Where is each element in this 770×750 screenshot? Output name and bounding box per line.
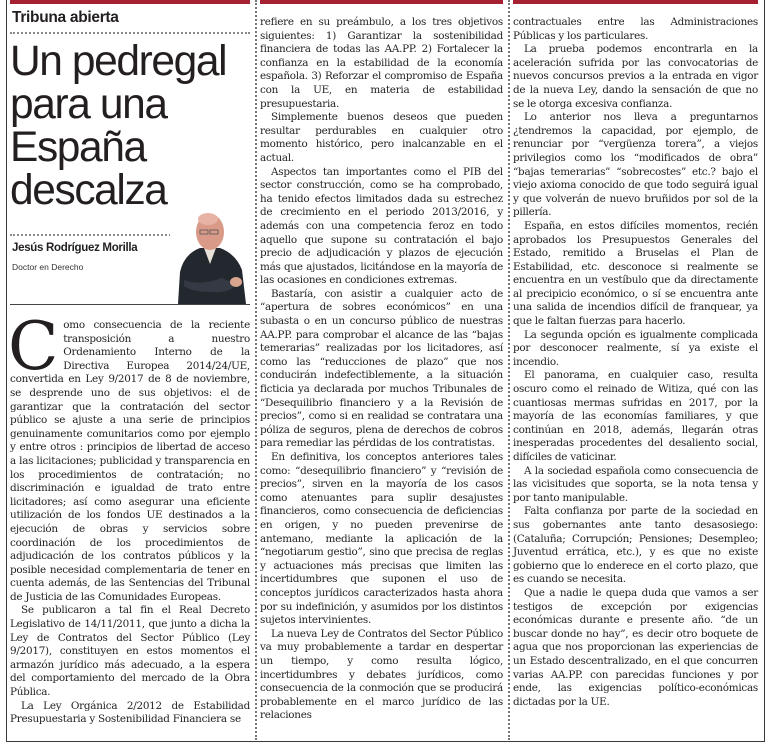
paragraph: El panorama, en cualquier caso, resulta oscuro como el reinado de Witiza, qué con las cuantiosas mermas sufridas en 2017, por la mayoría de las economías familiares, y que continúan en 2018, además, llegarán otras inesperadas procedentes del desaliento social, difíciles de vaticinar.	[513, 369, 758, 463]
paragraph: refiere en su preámbulo, a los tres objetivos siguientes: 1) Garantizar la sostenibilidad financiera de todas las AA.PP. 2) Fortalecer la confianza en la estabilidad de la economía española. 3) Reforzar el compromiso de España con la UE, en materia de estabilidad presupuestaria.	[260, 16, 503, 110]
paragraph: La nueva Ley de Contratos del Sector Público va muy probablemente a tardar en despertar un tiempo, y como resulta lógico, incertidumbres y debates jurídicos, como consecuencia de la conmoción que se producirá probablemente en el marco jurídico de las relaciones	[260, 627, 503, 722]
column-separator	[255, 0, 257, 740]
column-1	[10, 0, 250, 727]
paragraph: Lo anterior nos lleva a preguntarnos ¿tendremos la capacidad, por ejemplo, de renunciar por “vergüenza torera”, a viejos privilegios como los “modificados de obra” “bajas temerarias” “sobrecostes” etc.? bajo el viejo axioma conocido de que todo seguirá igual y que volverán de nuevo bruñidos por sol de la pillería.	[513, 111, 758, 219]
paragraph: A la sociedad española como consecuencia de las vicisitudes que soporta, se la nota tensa y por tanto manipulable.	[513, 464, 758, 504]
paragraph: La segunda opción es igualmente complicada por desconocer realmente, sí ya existe el incendio.	[513, 328, 758, 368]
paragraph: contractuales entre las Administraciones Públicas y los particulares.	[513, 16, 758, 42]
dotted-divider	[10, 32, 250, 34]
column-separator	[508, 0, 510, 740]
accent-bar	[513, 0, 758, 4]
drop-cap: C	[8, 308, 59, 385]
paragraph-text: omo consecuencia de la reciente transposición a nuestro Ordenamiento Interno de la Directiva Europea 2014/24/UE, convertida en Ley 9/2017 de 8 de noviembre, se desprende uno de sus objetivos: el de garantizar que la contratación del sector público se ajuste a una serie de principios genuinamente comunitarios como por ejemplo y entre otros : principios de libertad de acceso a las licitaciones; publicidad y transparencia en los procedimientos de contratación; no discriminación e igualdad de trato entre licitadores; así como asegurar una eficiente utilización de los fondos UE destinados a la ejecución de obras y servicios sobre coordinación de los procedimientos de adjudicación de los contratos públicos y la posible necesidad complementaria de tener en cuenta además, de las Sentencias del Tribunal de Justicia de las Comunidades Europeas.	[10, 319, 250, 603]
paragraph: La Ley Orgánica 2/2012 de Estabilidad Presupuestaria y Sostenibilidad Financiera se	[10, 699, 250, 726]
accent-bar	[260, 0, 503, 4]
paragraph: Aspectos tan importantes como el PIB del sector construcción, como se ha comprobado, ha tenido efectos limitados dada su estrechez de crecimiento en el periodo 2013/2016, y además con una competencia feroz en todo aquello que supone su contratación el bajo precio de adjudicación y plazos de ejecución más que ajustados, licitándose en la mayoría de las ocasiones en condiciones extremas.	[260, 165, 503, 287]
column-3	[513, 0, 758, 709]
author-role: Doctor en Derecho	[12, 262, 84, 272]
article-body-col1	[8, 308, 250, 727]
section-label: Tribuna abierta	[12, 9, 119, 26]
article-body-col2	[260, 16, 503, 723]
paragraph: La prueba podemos encontrarla en la aceleración sufrida por las convocatorias de nuevos concursos previos a la entrada en vigor de la nueva Ley, dando la sensación de que no se le otorga excesiva confianza.	[513, 43, 758, 110]
paragraph: En definitiva, los conceptos anteriores tales como: “desequilibrio financiero” y “revisión de precios”, sirven en la mayoría de los casos como atenuantes para suplir desajustes financieros, como consecuencia de deficiencias en origen, y no pueden prevenirse de antemano, mediante la aplicación de la “negotiarum gestio”, sino que precisa de reglas y actuaciones más precisas que limiten las incertidumbres que suponen el uso de conceptos jurídicos caracterizados hasta ahora por su indefinición, y asumidos por los distintos sujetos intervinientes.	[260, 451, 503, 627]
paragraph: Que a nadie le quepa duda que vamos a ser testigos de excepción por exigencias económicas durante e presente año. “de un buscar donde no hay”, es decir otro boquete de agua que nos proporcionan las experiencias de un Estado descentralizado, en el que concurren varias AA.PP. con parecidas funciones y por ende, las exigencias político-económicas dictadas por la UE.	[513, 586, 758, 708]
paragraph	[8, 308, 250, 604]
paragraph: Se publicaron a tal fin el Real Decreto Legislativo de 14/11/2011, que junto a dicha la Ley de Contratos del Sector Público (Ley 9/2017), constituyen en estos momentos el armazón jurídico más adecuado, a la espera del comportamiento del mercado de la Obra Pública.	[10, 604, 250, 699]
author-photo	[170, 202, 250, 304]
byline-rule	[10, 304, 250, 305]
paragraph: Falta confianza por parte de la sociedad en sus gobernantes ante tanto desasosiego: (Cataluña; Corrupción; Pensiones; Desempleo; Juventud errática, etc.), y es que no existe gobierno que lo enderece en el corto plazo, que es cuando se necesita.	[513, 505, 758, 586]
paragraph: Simplemente buenos deseos que pueden resultar perdurables en cualquier otro momento histórico, pero inalcanzable en el actual.	[260, 111, 503, 164]
headline: Un pedregal para una España descalza	[10, 38, 227, 214]
byline	[10, 222, 250, 304]
column-2	[260, 0, 503, 723]
paragraph: Bastaría, con asistir a cualquier acto de “apertura de sobres económicos” en una subasta o en un concurso público de nuestras AA.PP. para comprobar el alcance de las “bajas temerarias” realizadas por los licitadores, así como las “reducciones de plazo” que nos conducirán indefectiblemente, a la situación ficticia ya declarada por muchos Tribunales de “Desequilibrio financiero y a la Revisión de precios”, como si en realidad se contratara una póliza de seguros, plena de derechos de cobros para remediar las pérdidas de los contratistas.	[260, 287, 503, 450]
article-body-col3	[513, 16, 758, 709]
accent-bar	[10, 0, 250, 4]
paragraph: España, en estos difíciles momentos, recién aprobados los Presupuestos Generales del Estado, remitido a Bruselas el Plan de Estabilidad, etc. desconoce si realmente se encuentra en un vestíbulo que da directamente al precipicio económico, o sí se encuentra ante una salida de incendios difícil de franquear, ya que le faltan fuerzas para hacerlo.	[513, 219, 758, 328]
author-name: Jesús Rodríguez Morilla	[12, 242, 138, 254]
